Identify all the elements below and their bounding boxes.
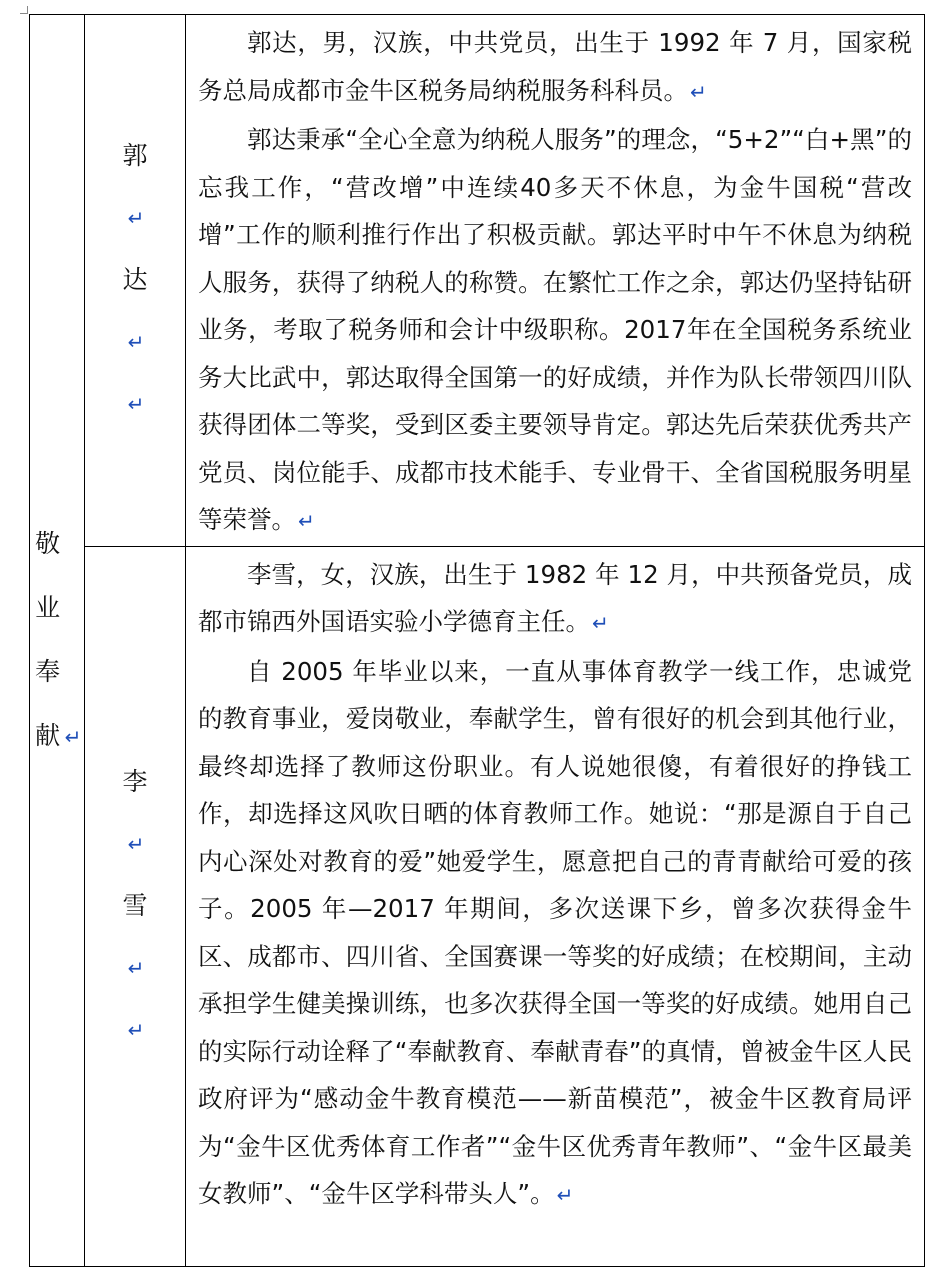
person-name: 郭 ↵ 达 ↵ ↵ [122,141,148,417]
page-corner-mark [20,6,28,14]
return-mark: ↵ [64,725,82,750]
bio-cell-lixue [186,546,925,1266]
bio-paragraph: 郭达，男，汉族，中共党员，出生于 1992 年 7 月，国家税务总局成都市金牛区税务局纳税服务科科员。 ↵ [198,28,912,105]
bio-paragraph: 郭达秉承“全心全意为纳税人服务”的理念，“5+2”“白+黑”的忘我工作，“营改增”中连续40多天不休息，为金牛国税“营改增”工作的顺利推行作出了积极贡献。郭达平时中午不休息为纳税人服务，获得了纳税人的称赞。在繁忙工作之余，郭达仍坚持钻研业务，考取了税务师和会计中级职称。2017年在全国税务系统业务大比武中，郭达取得全国第一的好成绩，并作为队长带领四川队获得团体二等奖，受到区委主要领导肯定。郭达先后荣获优秀共产党员、岗位能手、成都市技术能手、专业骨干、全省国税服务明星等荣誉。 ↵ [198,125,912,534]
name-cell-lixue [85,546,186,1266]
category-label: 敬业奉献 [35,529,61,751]
bio-paragraph: 李雪，女，汉族，出生于 1982 年 12 月，中共预备党员，成都市锦西外国语实验小学德育主任。 ↵ [198,559,912,636]
name-cell-guoda [85,15,186,547]
person-name: 李 ↵ 雪 ↵ ↵ [122,767,148,1042]
bio-paragraph: 自 2005 年毕业以来，一直从事体育教学一线工作，忠诚党的教育事业，爱岗敬业，奉献学生，曾有很好的机会到其他行业，最终却选择了教师这份职业。有人说她很傻，有着很好的挣钱工作，却选择这风吹日晒的体育教师工作。她说：“那是源自于自己内心深处对教育的爱”她爱学生，愿意把自己的青青献给可爱的孩子。2005 年—2017 年期间，多次送课下乡，曾多次获得金牛区、成都市、四川省、全国赛课一等奖的好成绩；在校期间，主动承担学生健美操训练，也多次获得全国一等奖的好成绩。她用自己的实际行动诠释了“奉献教育、奉献青春”的真情，曾被金牛区人民政府评为“感动金牛教育模范——新苗模范”，被金牛区教育局评为“金牛区优秀体育工作者”“金牛区优秀青年教师”、“金牛区最美女教师”、“金牛区学科带头人”。 ↵ [198,656,912,1208]
bio-cell-guoda [186,15,925,547]
honor-table [29,14,925,1267]
category-cell [30,15,85,1267]
